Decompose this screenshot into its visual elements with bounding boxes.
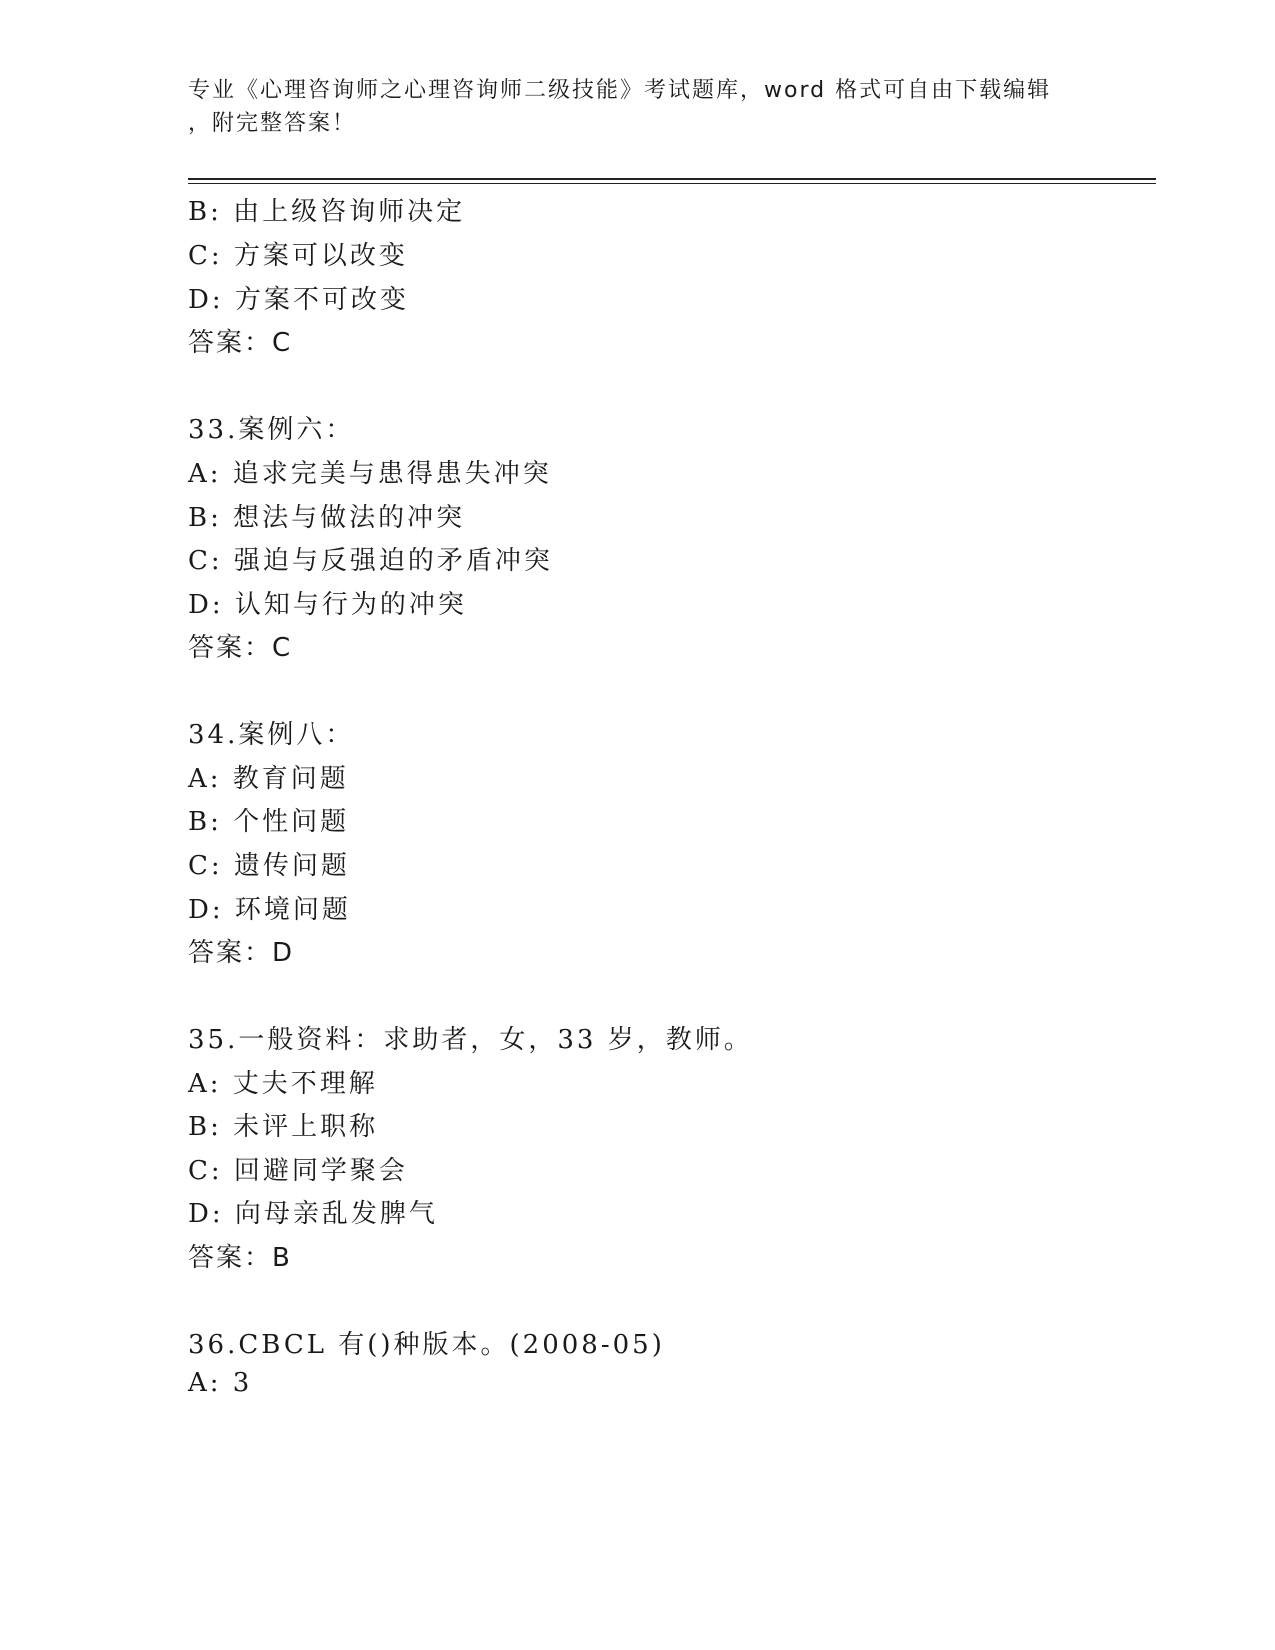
option-line: C: 遗传问题	[188, 851, 350, 881]
answer-line: 答案：C	[188, 328, 293, 358]
option-line: B: 个性问题	[188, 807, 350, 837]
option-line: D: 方案不可改变	[188, 285, 409, 315]
question-stem: 34.案例八：	[188, 720, 355, 750]
option-line: C: 方案可以改变	[188, 241, 408, 271]
header-divider-thin	[188, 183, 1156, 184]
header-divider-thick	[188, 178, 1156, 180]
answer-line: 答案：B	[188, 1243, 292, 1273]
header-title-line-1: 专业《心理咨询师之心理咨询师二级技能》考试题库，word 格式可自由下载编辑	[188, 78, 1052, 103]
option-line: D: 环境问题	[188, 895, 351, 925]
question-stem: 33.案例六：	[188, 415, 355, 445]
option-line: B: 未评上职称	[188, 1112, 379, 1142]
answer-line: 答案：C	[188, 633, 293, 663]
option-line: C: 强迫与反强迫的矛盾冲突	[188, 546, 553, 576]
option-line: B: 想法与做法的冲突	[188, 503, 466, 533]
option-line: A: 丈夫不理解	[188, 1069, 378, 1099]
option-line: A: 追求完美与患得患失冲突	[188, 459, 552, 489]
option-line: C: 回避同学聚会	[188, 1156, 408, 1186]
option-line: A: 3	[188, 1368, 253, 1398]
document-header	[188, 74, 1068, 140]
answer-line: 答案：D	[188, 938, 295, 968]
header-title-line-2: ，附完整答案！	[188, 111, 357, 136]
question-stem: 35.一般资料：求助者，女，33 岁，教师。	[188, 1025, 753, 1055]
option-line: D: 向母亲乱发脾气	[188, 1199, 438, 1229]
option-line: D: 认知与行为的冲突	[188, 590, 467, 620]
question-stem: 36.CBCL 有()种版本。(2008-05)	[188, 1330, 665, 1360]
option-line: A: 教育问题	[188, 764, 349, 794]
option-line: B: 由上级咨询师决定	[188, 197, 466, 227]
